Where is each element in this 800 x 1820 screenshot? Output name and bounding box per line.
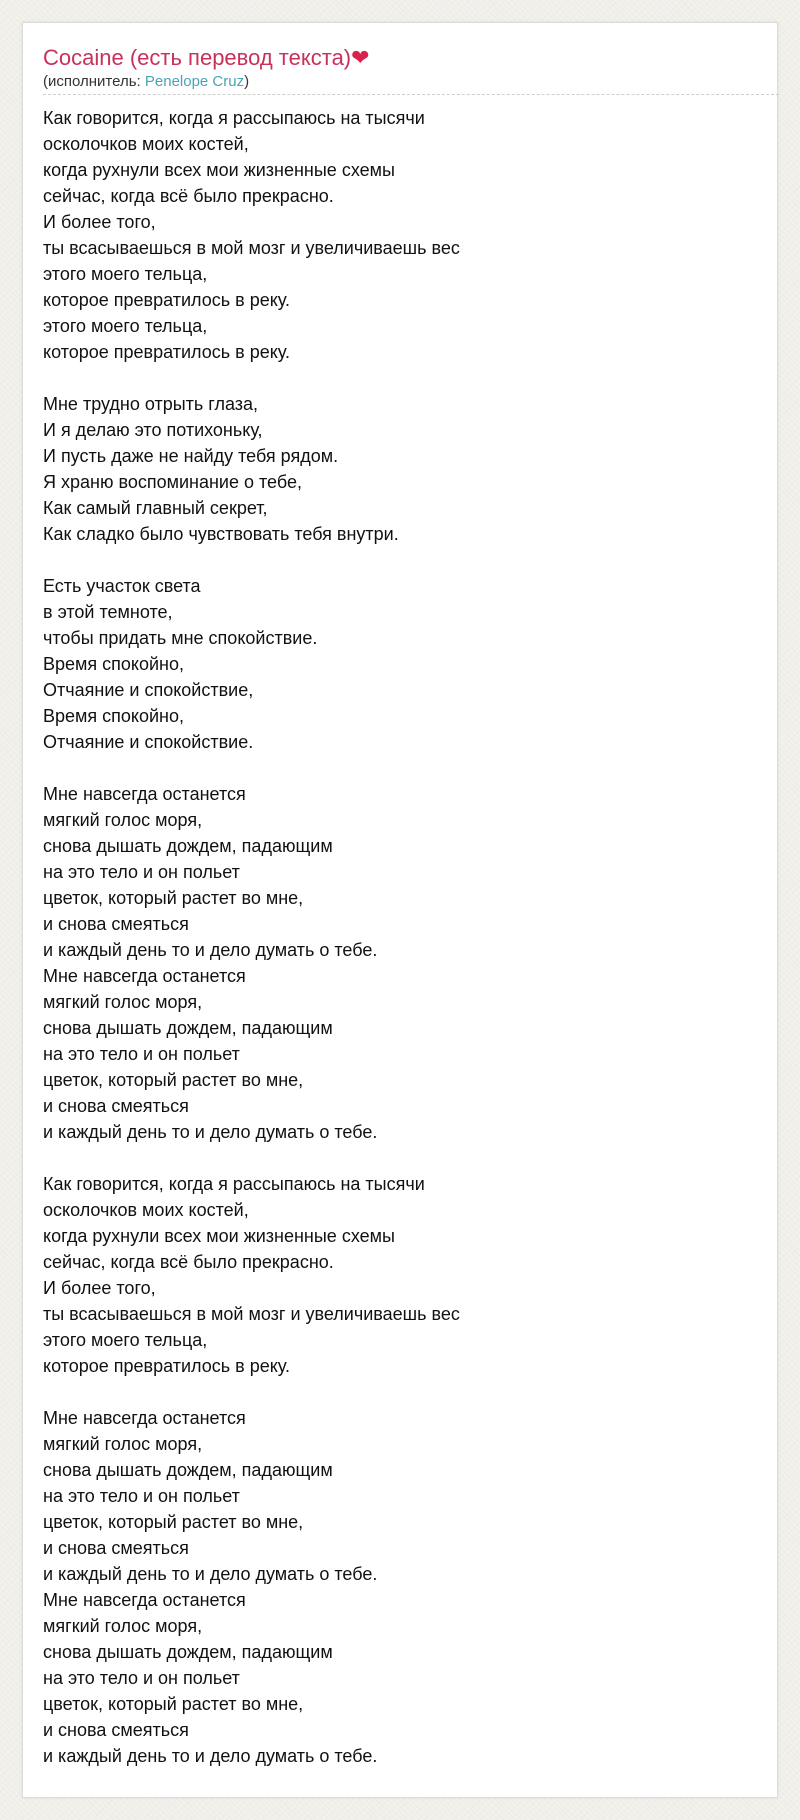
lyrics-line: Мне навсегда останется — [43, 966, 246, 986]
lyrics-line: Время спокойно, — [43, 706, 185, 726]
lyrics-line: снова дышать дождем, падающим — [43, 1018, 333, 1038]
lyrics-line: ты всасываешься в мой мозг и увеличиваешь вес — [43, 1304, 460, 1324]
lyrics-line: на это тело и он польет — [43, 1044, 240, 1064]
lyrics-line: и снова смеяться — [43, 1538, 189, 1558]
lyrics-line: Время спокойно, — [43, 654, 185, 674]
lyrics-line: которое превратилось в реку. — [43, 1356, 290, 1376]
lyrics-line: чтобы придать мне спокойствие. — [43, 628, 318, 648]
lyrics-line: снова дышать дождем, падающим — [43, 1642, 333, 1662]
lyrics-line: этого моего тельца, — [43, 264, 208, 284]
lyrics-line: Мне навсегда останется — [43, 1408, 246, 1428]
lyrics-line: и каждый день то и дело думать о тебе. — [43, 1122, 378, 1142]
artist-link[interactable]: Penelope Cruz — [144, 73, 245, 90]
lyrics-line: Как сладко было чувствовать тебя внутри. — [43, 524, 399, 544]
lyrics-line: и снова смеяться — [43, 914, 189, 934]
lyrics-line: Как самый главный секрет, — [43, 498, 268, 518]
lyrics-stanza — [43, 1171, 743, 1379]
lyrics-line: Есть участок света — [43, 576, 201, 596]
lyrics-line: осколочков моих костей, — [43, 1200, 249, 1220]
lyrics-line: мягкий голос моря, — [43, 1616, 203, 1636]
lyrics-line: мягкий голос моря, — [43, 1434, 203, 1454]
lyrics-line: мягкий голос моря, — [43, 992, 203, 1012]
dashed-divider — [43, 94, 779, 95]
lyrics-line: Отчаяние и спокойствие, — [43, 680, 254, 700]
song-title-text: Cocaine (есть перевод текста) — [43, 45, 352, 70]
artist-suffix: ) — [244, 73, 250, 90]
lyrics-line: Отчаяние и спокойствие. — [43, 732, 254, 752]
lyrics-line: на это тело и он польет — [43, 1486, 240, 1506]
lyrics-line: осколочков моих костей, — [43, 134, 249, 154]
lyrics-line: и каждый день то и дело думать о тебе. — [43, 940, 378, 960]
lyrics-line: цветок, который растет во мне, — [43, 1512, 304, 1532]
lyrics-line: когда рухнули всех мои жизненные схемы — [43, 160, 395, 180]
lyrics-line: этого моего тельца, — [43, 316, 208, 336]
artist-line — [43, 73, 249, 91]
lyrics-line: цветок, который растет во мне, — [43, 1694, 304, 1714]
lyrics-line: И более того, — [43, 212, 156, 232]
lyrics-line: И более того, — [43, 1278, 156, 1298]
lyrics-line: Мне навсегда останется — [43, 784, 246, 804]
lyrics-line: которое превратилось в реку. — [43, 342, 290, 362]
lyrics-stanza — [43, 1405, 743, 1769]
lyrics-line: которое превратилось в реку. — [43, 290, 290, 310]
lyrics-stanza — [43, 391, 743, 547]
lyrics-line: сейчас, когда всё было прекрасно. — [43, 186, 334, 206]
lyrics-line: на это тело и он польет — [43, 1668, 240, 1688]
lyrics-line: ты всасываешься в мой мозг и увеличиваешь вес — [43, 238, 460, 258]
lyrics-line: снова дышать дождем, падающим — [43, 1460, 333, 1480]
heart-icon: ❤ — [351, 45, 370, 70]
lyrics-line: Мне навсегда останется — [43, 1590, 246, 1610]
lyrics-line: мягкий голос моря, — [43, 810, 203, 830]
lyrics-line: Я храню воспоминание о тебе, — [43, 472, 302, 492]
lyrics-line: Мне трудно отрыть глаза, — [43, 394, 259, 414]
lyrics-line: Как говорится, когда я рассыпаюсь на тысячи — [43, 108, 425, 128]
lyrics-stanza — [43, 781, 743, 1145]
lyrics-body — [43, 105, 743, 1795]
lyrics-line: этого моего тельца, — [43, 1330, 208, 1350]
lyrics-line: Как говорится, когда я рассыпаюсь на тысячи — [43, 1174, 425, 1194]
lyrics-line: снова дышать дождем, падающим — [43, 836, 333, 856]
lyrics-line: сейчас, когда всё было прекрасно. — [43, 1252, 334, 1272]
lyrics-line: цветок, который растет во мне, — [43, 888, 304, 908]
lyrics-line: в этой темноте, — [43, 602, 173, 622]
lyrics-line: И я делаю это потихоньку, — [43, 420, 263, 440]
song-title — [43, 45, 370, 71]
lyrics-line: цветок, который растет во мне, — [43, 1070, 304, 1090]
lyrics-line: и снова смеяться — [43, 1096, 189, 1116]
lyrics-line: когда рухнули всех мои жизненные схемы — [43, 1226, 395, 1246]
lyrics-stanza — [43, 105, 743, 365]
lyrics-line: и каждый день то и дело думать о тебе. — [43, 1746, 378, 1766]
lyrics-line: на это тело и он польет — [43, 862, 240, 882]
lyrics-stanza — [43, 573, 743, 755]
lyrics-line: и каждый день то и дело думать о тебе. — [43, 1564, 378, 1584]
artist-prefix: (исполнитель: — [43, 73, 145, 90]
lyrics-line: И пусть даже не найду тебя рядом. — [43, 446, 339, 466]
lyrics-line: и снова смеяться — [43, 1720, 189, 1740]
lyrics-card — [22, 22, 778, 1798]
